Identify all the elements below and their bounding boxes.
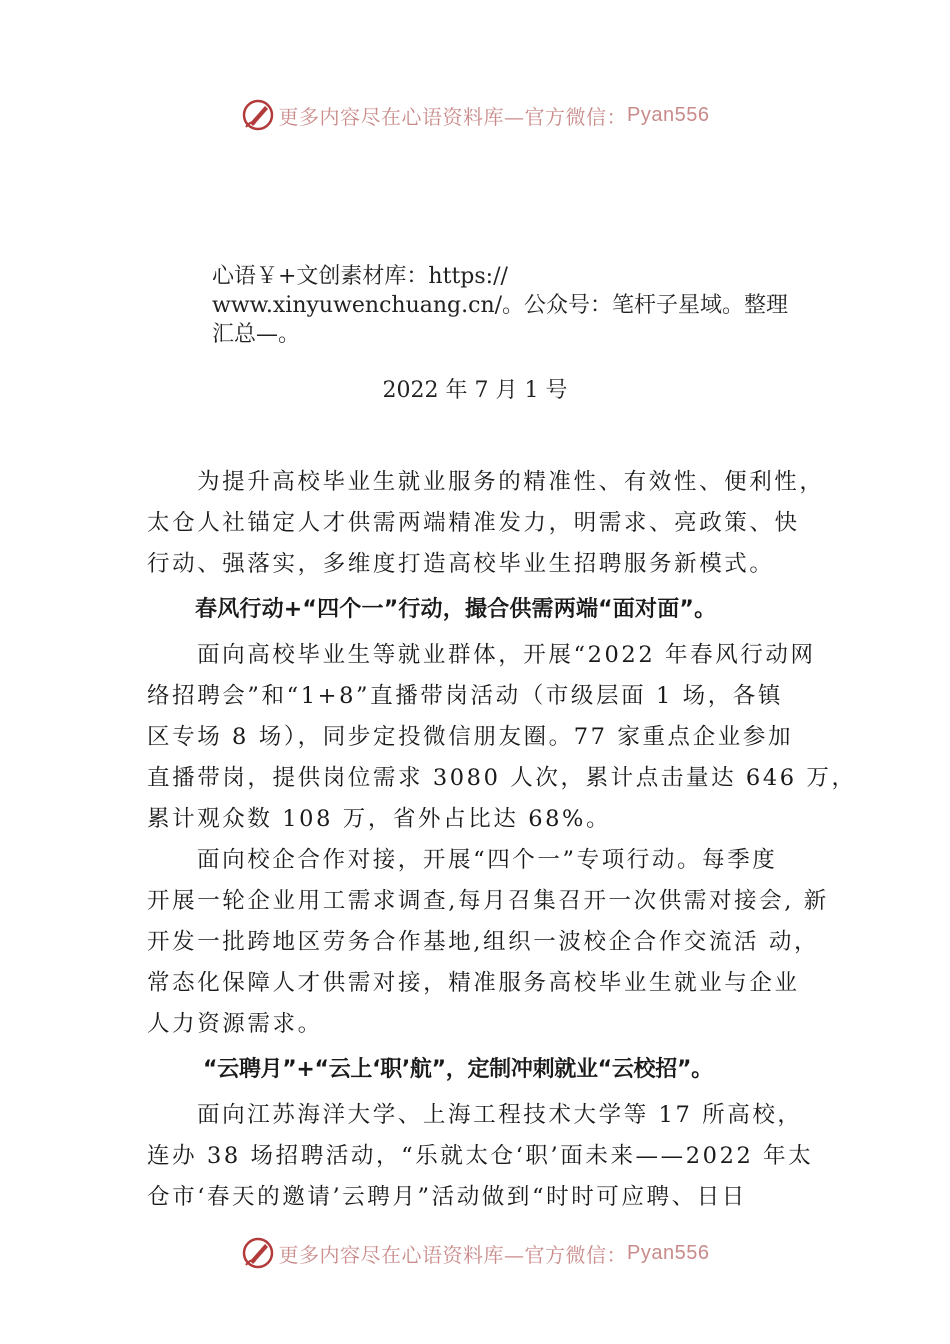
text-line: 仓市‘春天的邀请’云聘月”活动做到“时时可应聘、日日	[147, 1184, 747, 1210]
text-line: 直播带岗，提供岗位需求 3080 人次，累计点击量达 646 万，	[147, 765, 857, 791]
paragraph-spring-action	[147, 635, 857, 840]
text-line: 络招聘会”和“1+8”直播带岗活动（市级层面 1 场，各镇	[147, 683, 784, 709]
source-line: www.xinyuwenchuang.cn/。公众号：笔杆子星域。整理	[212, 293, 789, 318]
pen-logo-icon	[241, 1236, 275, 1270]
section-heading-2: “云聘月”+“云上‘职’航”，定制冲刺就业“云校招”。	[203, 1057, 713, 1082]
banner-text: 更多内容尽在心语资料库—官方微信：	[278, 1242, 628, 1267]
text-line: 面向江苏海洋大学、上海工程技术大学等 17 所高校，	[197, 1102, 803, 1128]
section-heading-1: 春风行动+“四个一”行动，撮合供需两端“面对面”。	[195, 597, 717, 622]
text-line: 开发一批跨地区劳务合作基地,组织一波校企合作交流活 动，	[147, 929, 820, 955]
paragraph-four-ones	[147, 840, 829, 1045]
source-line: 心语￥+文创素材库：https://	[212, 264, 508, 289]
text-line: 为提升高校毕业生就业服务的精准性、有效性、便利性，	[197, 469, 825, 495]
document-date: 2022 年 7 月 1 号	[382, 378, 568, 403]
banner-wechat-id: Pyan556	[627, 1241, 710, 1264]
source-info	[212, 262, 832, 349]
text-line: 开展一轮企业用工需求调查,每月召集召开一次供需对接会, 新	[147, 888, 829, 914]
source-line: 汇总—。	[212, 322, 301, 347]
pen-logo-icon	[241, 98, 275, 132]
text-line: 人力资源需求。	[147, 1011, 323, 1037]
footer-banner	[0, 1231, 950, 1275]
text-line: 连办 38 场招聘活动，“乐就太仓‘职’面未来——2022 年太	[147, 1143, 814, 1169]
paragraph-cloud-recruit	[147, 1095, 817, 1218]
text-line: 太仓人社锚定人才供需两端精准发力，明需求、亮政策、快	[147, 510, 800, 536]
header-banner	[0, 93, 950, 137]
text-line: 面向高校毕业生等就业群体，开展“2022 年春风行动网	[197, 642, 816, 668]
document-body	[147, 462, 857, 1218]
text-line: 面向校企合作对接，开展“四个一”专项行动。每季度	[197, 847, 778, 873]
banner-wechat-id: Pyan556	[627, 103, 710, 126]
banner-text: 更多内容尽在心语资料库—官方微信：	[278, 104, 628, 129]
paragraph-intro	[147, 462, 825, 585]
text-line: 区专场 8 场），同步定投微信朋友圈。77 家重点企业参加	[147, 724, 794, 750]
text-line: 常态化保障人才供需对接，精准服务高校毕业生就业与企业	[147, 970, 800, 996]
text-line: 行动、强落实，多维度打造高校毕业生招聘服务新模式。	[147, 551, 775, 577]
text-line: 累计观众数 108 万，省外占比达 68%。	[147, 806, 612, 832]
